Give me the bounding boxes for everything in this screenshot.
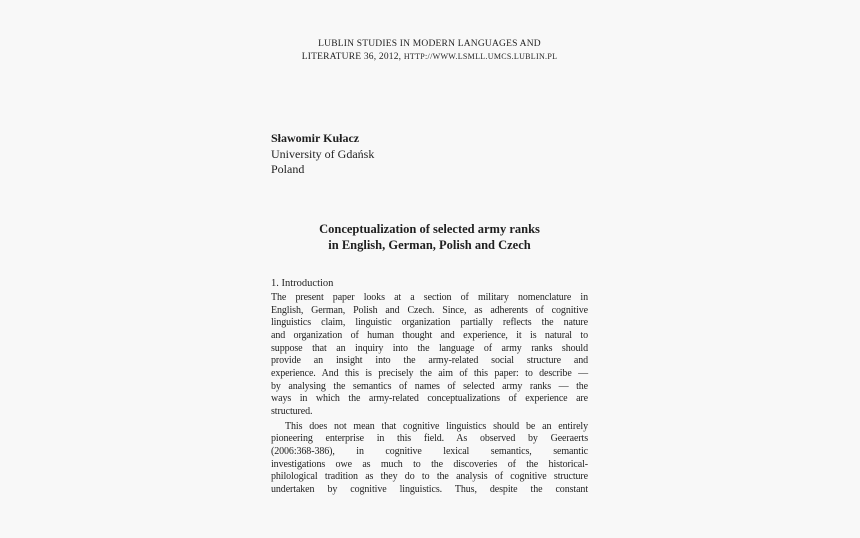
journal-volume-text: LITERATURE 36, 2012, [301,51,404,62]
journal-header [271,38,588,63]
text-line: pioneering enterprise in this field. As observed by Geeraerts [271,433,588,445]
text-line: (2006:368-386), in cognitive lexical semantics, semantic [271,445,588,457]
paper-title-line2: in English, German, Polish and Czech [328,238,531,252]
author-block [271,131,588,178]
text-line: linguistics claim, linguistic organization partially reflects the nature [271,317,588,329]
journal-url-text: HTTP://WWW.LSMLL.UMCS.LUBLIN.PL [403,51,558,61]
text-line: suppose that an inquiry into the language of army ranks should [271,342,588,354]
section-heading-introduction: 1. Introduction [271,278,334,289]
text-line: by analysing the semantics of names of selected army ranks — the [271,380,588,392]
journal-header-line2 [271,51,588,64]
text-line: experience. And this is precisely the aim of this paper: to describe — [271,367,588,379]
text-line: investigations owe as much to the discoveries of the historical- [271,458,588,470]
text-line: provide an insight into the army-related social structure and [271,355,588,367]
author-affiliation: University of Gdańsk [271,146,375,161]
paper-title [271,221,588,253]
text-line: English, German, Polish and Czech. Since, as adherents of cognitive [271,304,588,316]
paragraph-1 [271,292,588,419]
body-text [271,277,588,497]
text-line: undertaken by cognitive linguistics. Thus, despite the constant [271,483,588,495]
text-line: philological tradition as they do to the analysis of cognitive structure [271,471,588,483]
author-country: Poland [271,162,305,176]
author-name: Sławomir Kułacz [271,131,360,145]
text-line: structured. [271,405,313,417]
text-line: The present paper looks at a section of military nomenclature in [271,292,588,303]
text-line: and organization of human thought and experience, it is natural to [271,329,588,341]
paragraph-2 [271,421,588,497]
journal-header-line1: LUBLIN STUDIES IN MODERN LANGUAGES AND [318,39,541,49]
text-line: ways in which the army-related conceptualizations of experience are [271,393,588,405]
text-line: This does not mean that cognitive linguistics should be an entirely [285,420,588,432]
paper-title-line1: Conceptualization of selected army ranks [319,222,540,236]
